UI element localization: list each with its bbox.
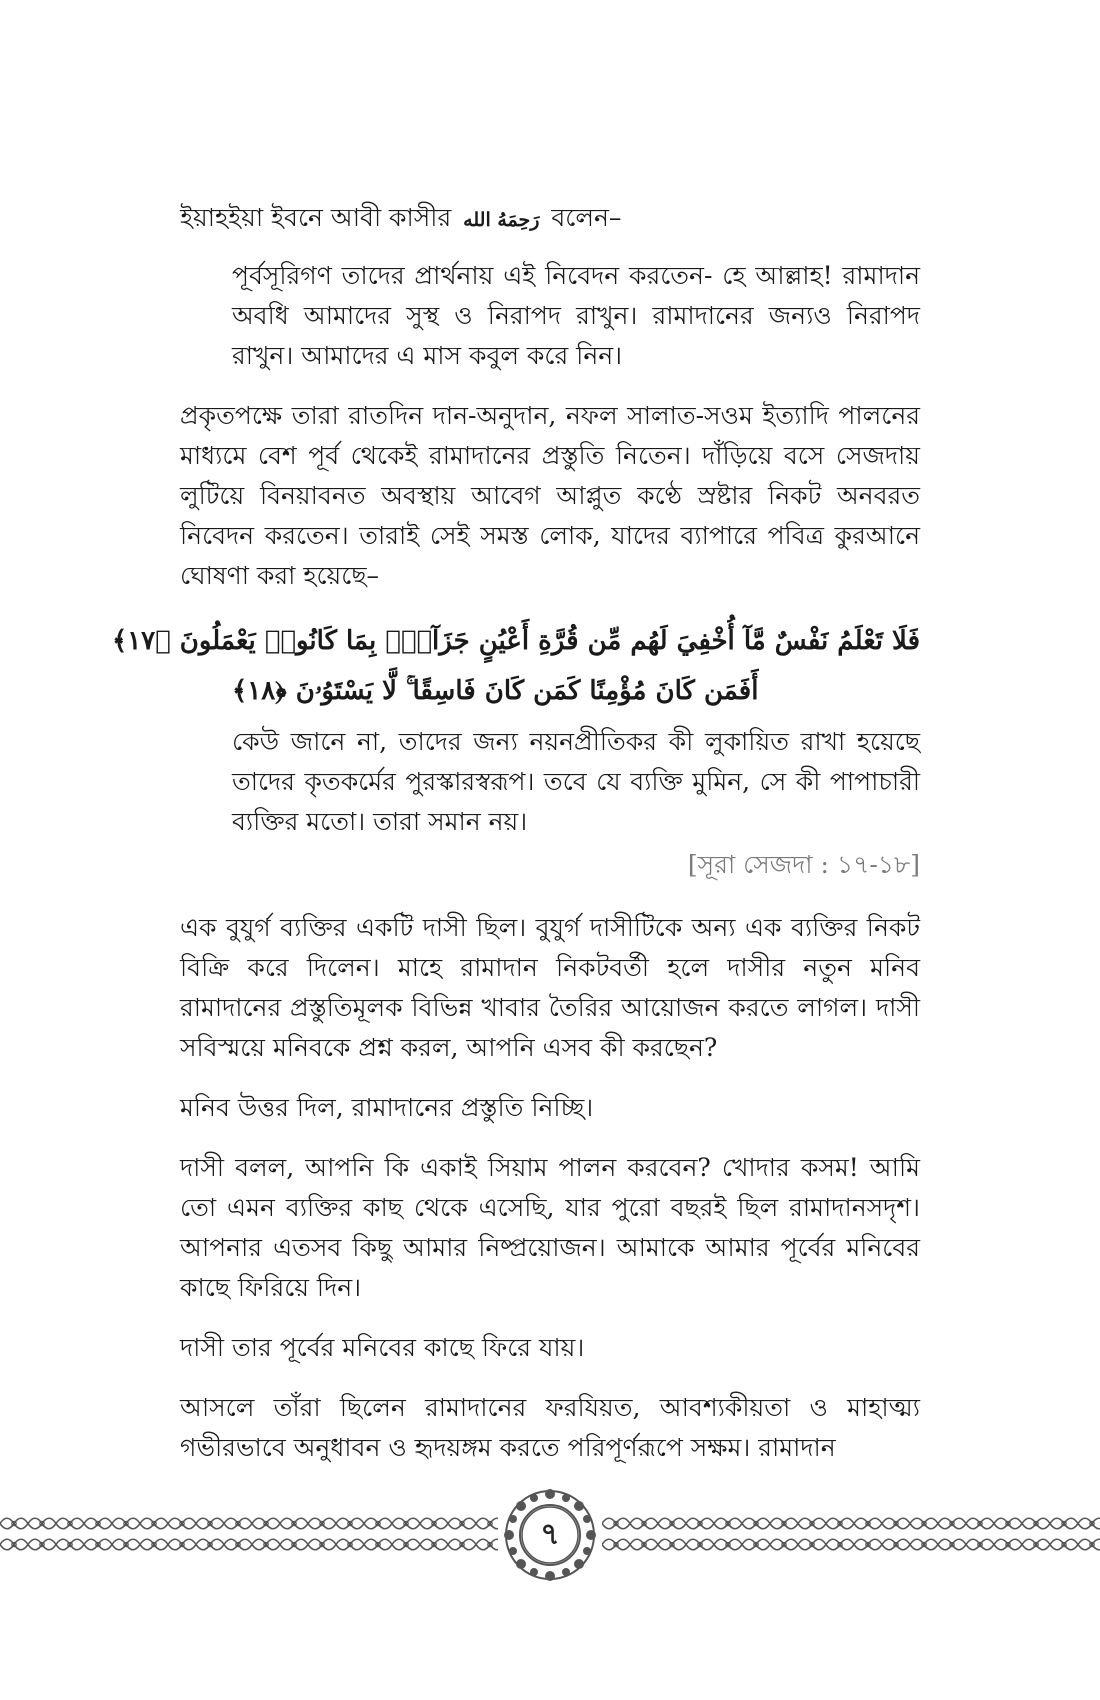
paragraph-servant-returns: দাসী তার পূর্বের মনিবের কাছে ফিরে যায়। bbox=[180, 1333, 585, 1362]
paragraph-master-reply: মনিব উত্তর দিল, রামাদানের প্রস্তুতি নিচ্ছি। bbox=[180, 1093, 594, 1122]
paragraph-conclusion: আসলে তাঁরা ছিলেন রামাদানের ফরযিয়ত, আবশ্যকীয়তা ও মাহাত্ম্য গভীরভাবে অনুধাবন ও হৃদয়ঙ্গম করতে পরিপূর্ণরূপে সক্ষম। রামাদান bbox=[180, 1393, 920, 1462]
verse-translation: কেউ জানে না, তাদের জন্য নয়নপ্রীতিকর কী লুকায়িত রাখা হয়েছে তাদের কৃতকর্মের পুরস্কারস্বরূপ। তবে যে ব্যক্তি মুমিন, সে কী পাপাচারী ব্যক্তির মতো। তারা সমান নয়। bbox=[232, 727, 920, 836]
page-number: ৭ bbox=[540, 1517, 560, 1552]
intro-line bbox=[180, 198, 920, 240]
intro-said: বলেন– bbox=[551, 203, 622, 232]
page-body bbox=[111, 198, 920, 1488]
intro-text: ইয়াহইয়া ইবনে আবী কাসীর bbox=[180, 203, 452, 232]
ornament-band-right-icon bbox=[602, 1513, 1100, 1555]
page-footer bbox=[0, 1485, 1100, 1585]
paragraph-preparation: প্রকৃতপক্ষে তারা রাতদিন দান-অনুদান, নফল সালাত-সওম ইত্যাদি পালনের মাধ্যমে বেশ পূর্ব থেকেই রামাদানের প্রস্তুতি নিতেন। দাঁড়িয়ে বসে সেজদায় লুটিয়ে বিনয়াবনত অবস্থায় আবেগ আপ্লুত কণ্ঠে স্রষ্টার নিকট অনবরত নিবেদন করতেন। তারাই সেই সমস্ত লোক, যাদের ব্যাপারে পবিত্র কুরআনে ঘোষণা করা হয়েছে– bbox=[180, 401, 920, 590]
verse-reference: [সূরা সেজদা : ১৭-১৮] bbox=[687, 850, 920, 879]
quoted-prayer: পূর্বসূরিগণ তাদের প্রার্থনায় এই নিবেদন করতেন- হে আল্লাহ! রামাদান অবধি আমাদের সুস্থ ও নিরাপদ রাখুন। রামাদানের জন্যও নিরাপদ রাখুন। আমাদের এ মাস কবুল করে নিন। bbox=[232, 261, 920, 370]
quran-verse-18: أَفَمَن كَانَ مُؤْمِنًا كَمَن كَانَ فَاسِقًا ۚ لَّا يَسْتَوُۥنَ ﴿١٨﴾ bbox=[232, 676, 759, 706]
honorific-arabic: رَحِمَهُ الله bbox=[463, 209, 540, 231]
quran-verse-17: فَلَا تَعْلَمُ نَفْسٌ مَّآ أُخْفِيَ لَهُم مِّن قُرَّةِ أَعْيُنٍ جَزَآءًۢ بِمَا كَانُوا۟ يَعْمَلُونَ ﴿١٧﴾ bbox=[111, 626, 920, 656]
paragraph-servant-reply: দাসী বলল, আপনি কি একাই সিয়াম পালন করবেন? খোদার কসম! আমি তো এমন ব্যক্তির কাছ থেকে এসেছি, যার পুরো বছরই ছিল রামাদানসদৃশ। আপনার এতসব কিছু আমার নিষ্প্রয়োজন। আমাকে আমার পূর্বের মনিবের কাছে ফিরিয়ে দিন। bbox=[180, 1153, 920, 1302]
paragraph-story-start: এক বুযুর্গ ব্যক্তির একটি দাসী ছিল। বুযুর্গ দাসীটিকে অন্য এক ব্যক্তির নিকট বিক্রি করে দিলেন। মাহে রামাদান নিকটবর্তী হলে দাসীর নতুন মনিব রামাদানের প্রস্তুতিমূলক বিভিন্ন খাবার তৈরির আয়োজন করতে লাগল। দাসী সবিস্ময়ে মনিবকে প্রশ্ন করল, আপনি এসব কী করছেন? bbox=[180, 913, 920, 1062]
ornament-band-left-icon bbox=[0, 1513, 498, 1555]
quran-verse-block bbox=[111, 616, 920, 842]
